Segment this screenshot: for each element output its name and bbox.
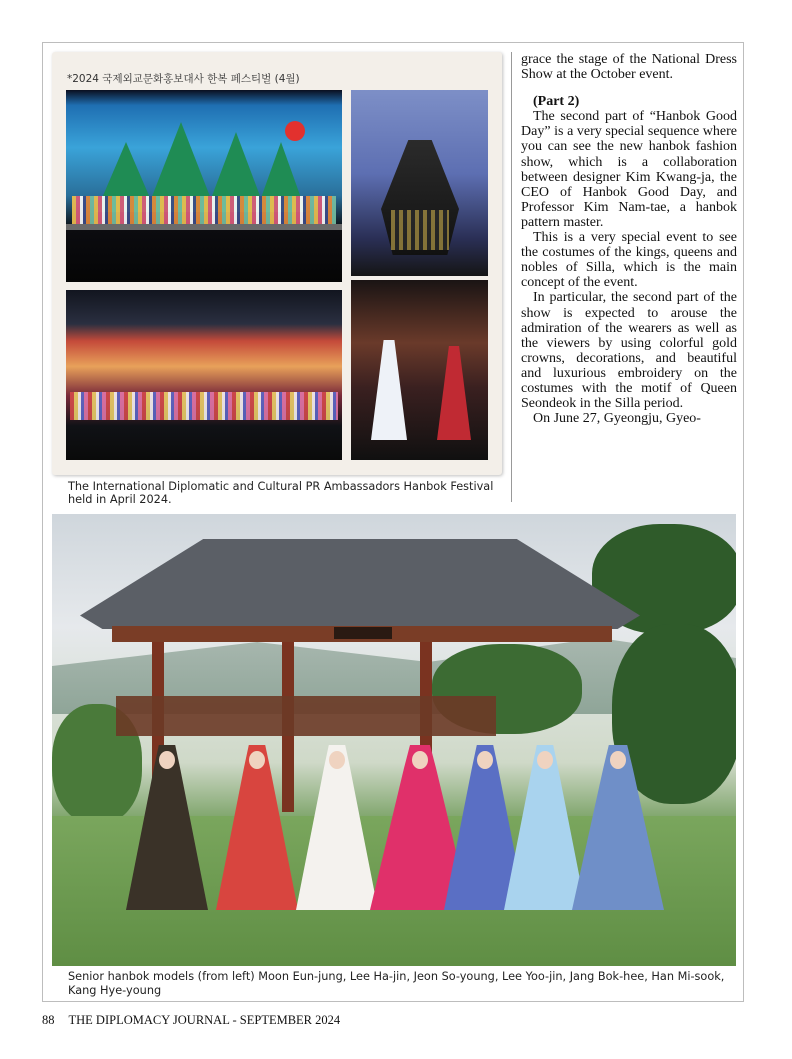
models-photo [52, 514, 736, 966]
article-intro: grace the stage of the National Dress Show at the October event. [521, 52, 737, 83]
article-subheading: (Part 2) [533, 94, 580, 110]
article-paragraph: In particular, the second part of the show is expected to arouse the admiration of the wearers as well as the viewers by using colorful gold crowns, decorations, and beautiful and luxurious embroidery on the costumes with the motif of Queen Seondeok in the Silla period. [521, 290, 737, 412]
collage-label: *2024 국제외교문화홍보대사 한복 페스티벌 (4월) [67, 73, 300, 85]
festival-stage-photo-4 [351, 280, 488, 460]
article-paragraph: On June 27, Gyeongju, Gyeo- [533, 411, 701, 427]
column-rule [511, 52, 512, 502]
festival-stage-photo-3 [66, 290, 342, 460]
article-paragraph: This is a very special event to see the costumes of the kings, queens and nobles of Silla, which is the main concept of the event. [521, 230, 737, 291]
collage-caption: The International Diplomatic and Cultural PR Ambassadors Hanbok Festival held in April 2024. [68, 480, 494, 506]
festival-stage-photo-1 [66, 90, 342, 282]
article-column [521, 52, 737, 426]
page-number: 88 [42, 1013, 55, 1027]
festival-stage-photo-2 [351, 90, 488, 276]
article-paragraph: The second part of “Hanbok Good Day” is a very special sequence where you can see the new hanbok fashion show, which is a collaboration between designer Kim Kwang-ja, the CEO of Hanbok Good Day, and Professor Kim Nam-tae, a hanbok pattern master. [521, 109, 737, 230]
publication-name: THE DIPLOMACY JOURNAL - SEPTEMBER 2024 [68, 1013, 341, 1027]
models-caption: Senior hanbok models (from left) Moon Eun-jung, Lee Ha-jin, Jeon So-young, Lee Yoo-jin, Jang Bok-hee, Han Mi-sook, Kang Hye-young [68, 970, 725, 997]
page-footer [42, 1013, 340, 1028]
